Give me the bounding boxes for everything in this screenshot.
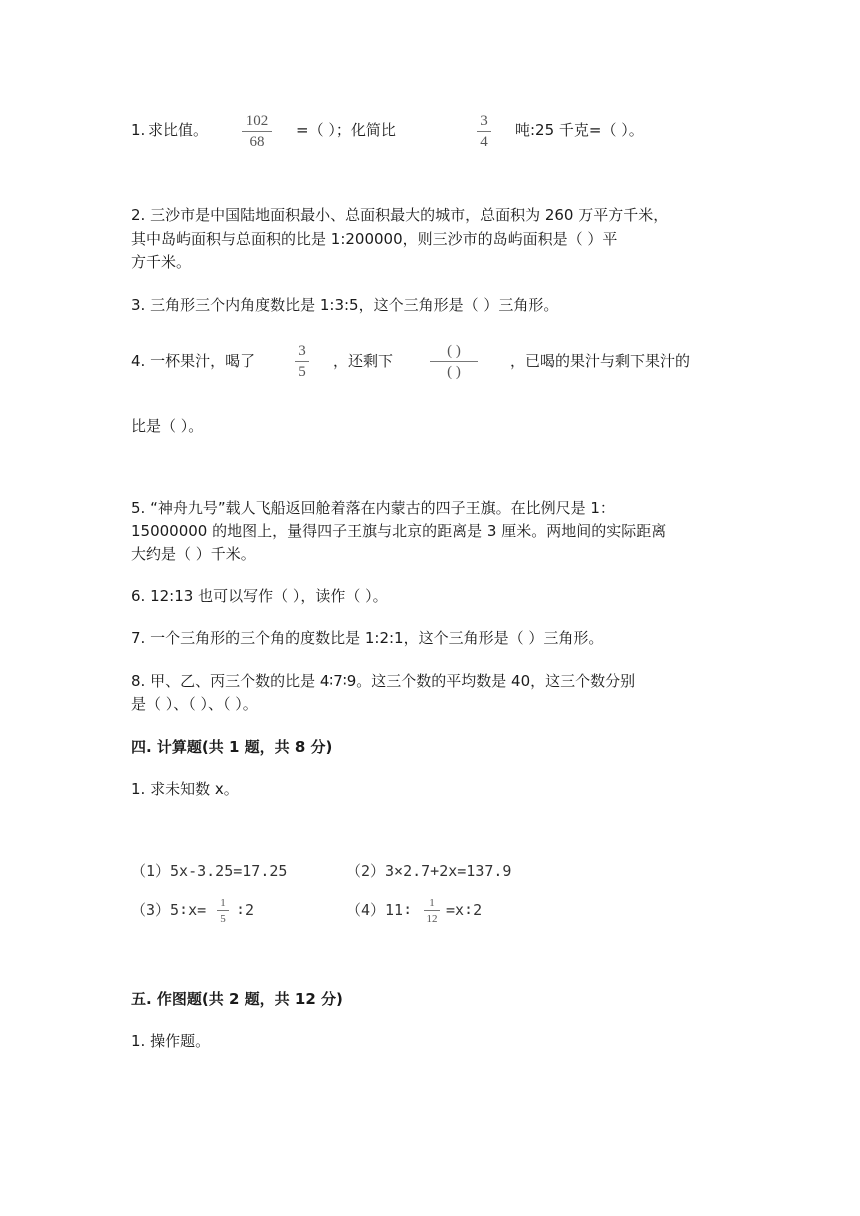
q1-fraction-2-numerator: 3 [480, 113, 488, 129]
section-4-title: 四. 计算题(共 1 题，共 8 分) [131, 738, 333, 756]
equation-3-right: ∶2 [236, 901, 255, 919]
q5-line-1: 5. “神舟九号”载人飞船返回舱着落在内蒙古的四子王旗。在比例尺是 1： [131, 499, 615, 517]
q6-text: 6. 12:13 也可以写作（ ），读作（ ）。 [131, 587, 388, 605]
q3-text: 3. 三角形三个内角度数比是 1:3:5，这个三角形是（ ）三角形。 [131, 296, 559, 314]
equation-4-right: =x∶2 [446, 901, 483, 919]
section-5-title: 五. 作图题(共 2 题，共 12 分) [131, 990, 343, 1008]
fraction-bar [477, 131, 491, 132]
equation-3-fraction-denominator: 5 [220, 913, 226, 925]
equation-3-fraction [217, 897, 229, 925]
q1-fraction-2-denominator: 4 [480, 134, 488, 150]
q4-prefix: 4. 一杯果汁，喝了 [131, 352, 256, 370]
q1-fraction-2 [477, 113, 491, 151]
q1-prefix: 求比值。 [148, 121, 209, 139]
q8-line-2: 是（ ）、（ ）、（ ）。 [131, 695, 258, 713]
q8-line-1: 8. 甲、乙、丙三个数的比是 4∶7∶9。这三个数的平均数是 40，这三个数分别 [131, 672, 636, 690]
q1-suffix: 吨:25 千克=（ ）。 [515, 121, 644, 139]
fraction-bar [424, 910, 440, 911]
fraction-bar [430, 361, 478, 362]
q5-line-3: 大约是（ ）千米。 [131, 545, 256, 563]
q4-fraction [295, 343, 309, 381]
equation-2: （2）3×2.7+2x=137.9 [346, 862, 512, 880]
equation-3-left: （3）5∶x= [131, 901, 207, 919]
equation-3-fraction-numerator: 1 [220, 897, 226, 909]
q2-line-2: 其中岛屿面积与总面积的比是 1:200000，则三沙市的岛屿面积是（ ）平 [131, 230, 618, 248]
q1-answer-blank-and-label: =（ ）；化简比 [296, 121, 396, 139]
section-4-q1: 1. 求未知数 x。 [131, 780, 239, 798]
q1-fraction-1 [242, 113, 272, 151]
equation-4-fraction-numerator: 1 [429, 897, 435, 909]
q1-fraction-1-denominator: 68 [249, 134, 265, 150]
q4-suffix: ，已喝的果汁与剩下果汁的 [510, 352, 691, 370]
equation-1: （1）5x-3.25=17.25 [131, 862, 288, 880]
q2-line-1: 2. 三沙市是中国陆地面积最小、总面积最大的城市，总面积为 260 万平方千米， [131, 206, 669, 224]
q7-text: 7. 一个三角形的三个角的度数比是 1:2:1，这个三角形是（ ）三角形。 [131, 629, 604, 647]
q4-blank-fraction [430, 343, 478, 381]
fraction-bar [242, 131, 272, 132]
q4-fraction-denominator: 5 [298, 364, 306, 380]
q4-line-2: 比是（ ）。 [131, 417, 204, 435]
q4-mid: ，还剩下 [333, 352, 394, 370]
equation-4-fraction-denominator: 12 [426, 913, 438, 925]
fraction-bar [295, 361, 309, 362]
q2-line-3: 方千米。 [131, 253, 192, 271]
q1-number: 1. [131, 121, 146, 139]
equation-4-fraction [424, 897, 440, 925]
fraction-bar [217, 910, 229, 911]
section-5-q1: 1. 操作题。 [131, 1032, 211, 1050]
q5-line-2: 15000000 的地图上，量得四子王旗与北京的距离是 3 厘米。两地间的实际距离 [131, 522, 667, 540]
q1-fraction-1-numerator: 102 [245, 113, 269, 129]
equation-4-left: （4）11∶ [346, 901, 413, 919]
q4-fraction-numerator: 3 [298, 343, 306, 359]
q4-blank-numerator: ( ) [447, 343, 461, 359]
q4-blank-denominator: ( ) [447, 364, 461, 380]
